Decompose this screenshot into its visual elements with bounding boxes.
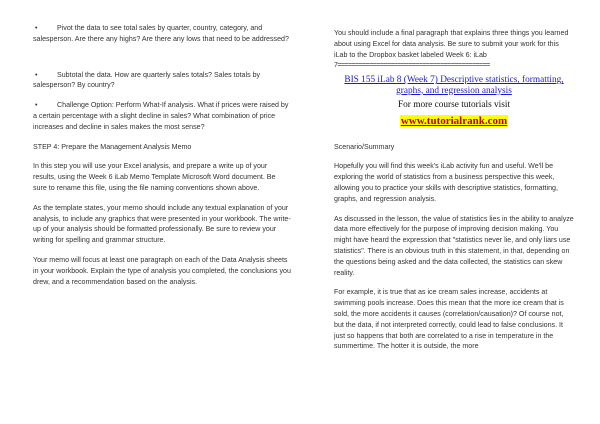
bullet-item <box>33 70 291 92</box>
separator-line: 7=========================================== <box>334 61 490 70</box>
site-link[interactable]: www.tutorialrank.com <box>400 114 508 127</box>
scenario-heading: Scenario/Summary <box>334 142 395 151</box>
paragraph: You should include a final paragraph that explains three things you learned about using Excel for data analysis. Be sure to submit your work for this iLab to the Dropbox basket labeled Week 6: iLab <box>334 29 569 59</box>
paragraph: As the template states, your memo should include any textual explanation of your analysis, to include any graphics that were presented in your workbook. The write-up of your analysis should be formatted professionally. Be sure to review your writing for spelling and grammar structure. <box>33 203 291 245</box>
left-page <box>33 0 291 424</box>
paragraph: For example, it is true that as ice cream sales increase, accidents at swimming pools increase. Does this mean that the more ice cream that is sold, the more accidents it causes (correlation/causation)? Of course not, but the data, if not interpreted correctly, could lead to false conclusions. It just so happens that both are correlated to a rise in temperature in the summertime. The hotter it is outside, the more <box>334 288 564 351</box>
bullet-item <box>33 23 291 45</box>
bullet-item <box>33 100 291 132</box>
bullet-icon: • <box>35 24 38 32</box>
bullet-text: Subtotal the data. How are quarterly sales totals? Sales totals by salesperson? By country? <box>33 70 261 90</box>
bullet-icon: • <box>35 101 38 110</box>
site-link-wrapper <box>334 116 574 128</box>
bullet-text: Challenge Option: Perform What-If analysis. What if prices were raised by a certain percentage with a slight decline in sales? What combination of price increases and decline in sales makes the most sense? <box>33 101 289 131</box>
paragraph: Hopefully you will find this week's iLab activity fun and useful. We'll be exploring the world of statistics from a business perspective this week, allowing you to practice your skills with descriptive statistics, formatting, graphs, and regression analysis. <box>334 162 558 203</box>
paragraph: Your memo will focus at least one paragraph on each of the Data Analysis sheets in your workbook. Explain the type of analysis you completed, the conclusions you drew, and a recommendation based on the analysis. <box>33 255 291 286</box>
paragraph: As discussed in the lesson, the value of statistics lies in the ability to analyze data more effectively for the purpose of improving decision making. You might have heard the expression that "statistics never lie, and only liars use statistics". There is an obvious truth in this statement, in that, depending on the questions being asked and the data collected, the statistics can skew reality. <box>334 214 574 277</box>
bullet-text: Pivot the data to see total sales by quarter, country, category, and salesperson. Are there any highs? Are there any lows that need to be addressed? <box>33 24 289 43</box>
right-page <box>334 0 574 424</box>
paragraph: In this step you will use your Excel analysis, and prepare a write up of your results, using the Week 6 iLab Memo Template Microsoft Word document. Be sure to rename this file, using the file naming conventions shown above. <box>33 162 276 192</box>
bullet-icon: • <box>35 70 38 79</box>
course-link[interactable]: BIS 155 iLab 8 (Week 7) Descriptive statistics, formatting, graphs, and regression analysis <box>344 75 564 96</box>
visit-text: For more course tutorials visit <box>397 100 511 110</box>
step-heading: STEP 4: Prepare the Management Analysis Memo <box>33 142 192 151</box>
